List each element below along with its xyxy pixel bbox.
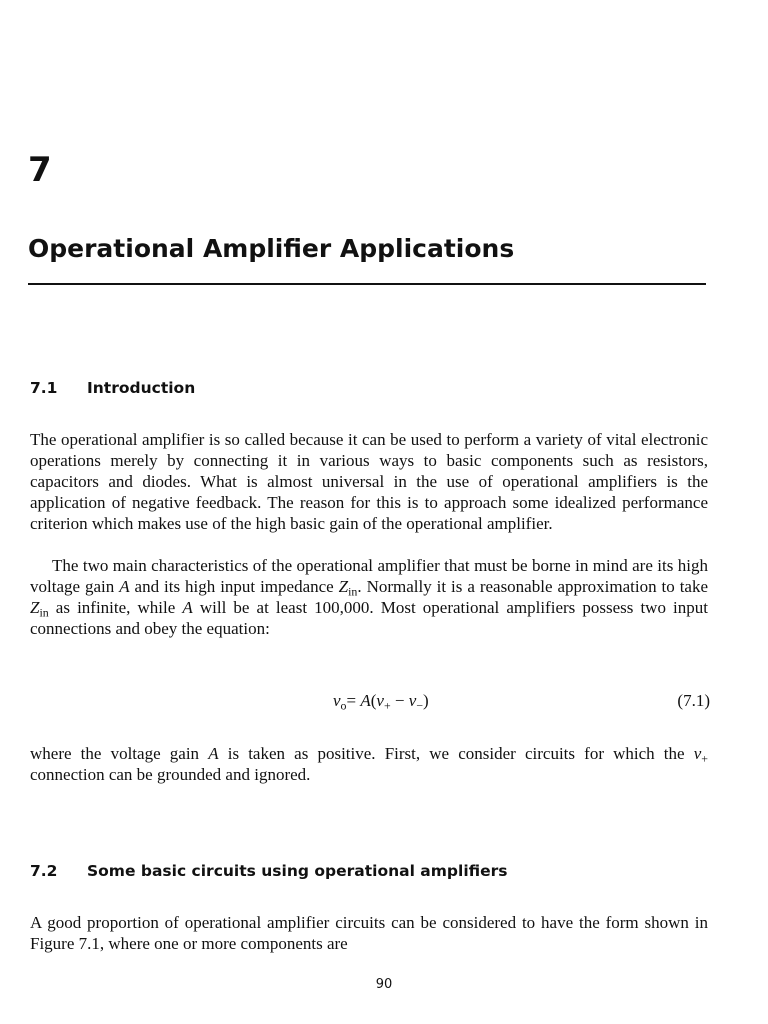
- text-run: where the voltage gain: [30, 744, 209, 763]
- eq-close-paren: ): [423, 691, 429, 710]
- eq-v-plus: v: [376, 691, 384, 710]
- equation-7-1: [30, 690, 710, 712]
- eq-sub-o: o: [340, 698, 347, 713]
- text-run: connection can be grounded and ignored.: [30, 765, 311, 784]
- eq-equals: =: [346, 691, 361, 710]
- section-number: 7.2: [30, 862, 58, 880]
- title-rule: [28, 283, 706, 285]
- section-heading-basic-circuits: [30, 861, 508, 881]
- symbol-gain-a: A: [119, 577, 130, 596]
- intro-paragraph-2: [30, 555, 708, 639]
- text-run: is taken as positive. First, we consider circuits for which the: [218, 744, 694, 763]
- eq-gain-a: A: [360, 691, 371, 710]
- eq-minus: −: [390, 691, 409, 710]
- basic-circuits-paragraph-1: A good proportion of operational amplifier circuits can be considered to have the form shown in Figure 7.1, where one or more components are: [30, 913, 708, 953]
- section-number: 7.1: [30, 379, 58, 397]
- intro-paragraph-3: [30, 743, 708, 785]
- chapter-title: Operational Amplifier Applications: [28, 234, 515, 263]
- subscript-plus: +: [701, 751, 708, 766]
- section-heading-introduction: [30, 378, 195, 398]
- section-title: Some basic circuits using operational amplifiers: [87, 862, 508, 880]
- symbol-impedance-z: Z: [30, 598, 40, 617]
- symbol-gain-a: A: [208, 744, 219, 763]
- eq-v-out: v: [333, 691, 341, 710]
- eq-sub-minus: −: [416, 698, 424, 713]
- text-run: and its high input impedance: [129, 577, 339, 596]
- eq-open-paren: (: [370, 691, 377, 710]
- text-run: . Normally it is a reasonable approximation to take: [357, 577, 709, 596]
- text-run: will be at least 100,000. Most operational amplifiers possess two input connections and obey the equation:: [30, 598, 708, 638]
- subscript-in: in: [39, 605, 49, 620]
- intro-paragraph-1: The operational amplifier is so called because it can be used to perform a variety of vital electronic operations merely by connecting it in various ways to basic components such as resistors, capacitors and diodes. What is almost universal in the use of operational amplifiers is the application of negative feedback. The reason for this is to approach some idealized performance criterion which makes use of the high basic gain of the operational amplifier.: [30, 430, 708, 533]
- equation-number: (7.1): [677, 691, 710, 710]
- page-number: 90: [375, 977, 393, 992]
- symbol-v-plus: v: [693, 744, 702, 763]
- eq-v-minus: v: [408, 691, 417, 710]
- equation-body: [333, 690, 429, 712]
- section-title: Introduction: [87, 379, 196, 397]
- text-run: The two main characteristics of the operational amplifier that must be borne in mind are its high voltage gain: [30, 556, 708, 596]
- chapter-number: 7: [28, 150, 52, 190]
- symbol-gain-a: A: [182, 598, 193, 617]
- subscript-in: in: [348, 584, 358, 599]
- text-run: as infinite, while: [48, 598, 183, 617]
- symbol-impedance-z: Z: [338, 577, 349, 596]
- eq-sub-plus: +: [383, 698, 391, 713]
